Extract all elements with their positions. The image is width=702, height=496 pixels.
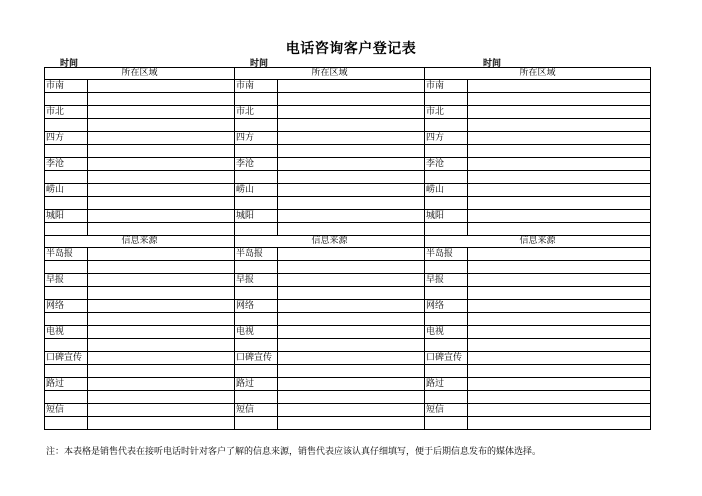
region-header: 所在区域 <box>425 68 651 80</box>
region-label: 城阳 <box>235 210 278 223</box>
region-blank-cell[interactable] <box>278 197 425 210</box>
region-blank-cell[interactable] <box>468 145 651 158</box>
source-blank-row <box>45 417 651 430</box>
region-label: 崂山 <box>45 184 88 197</box>
source-row <box>45 352 651 365</box>
region-blank-row <box>45 119 651 132</box>
source-blank-cell[interactable] <box>235 391 278 404</box>
source-entry-cell[interactable] <box>278 274 425 287</box>
source-blank-cell[interactable] <box>235 417 278 430</box>
region-label: 四方 <box>425 132 468 145</box>
region-blank-cell[interactable] <box>278 223 425 236</box>
source-label: 电视 <box>425 326 468 339</box>
region-blank-cell[interactable] <box>45 145 88 158</box>
region-label: 李沧 <box>45 158 88 171</box>
source-label: 口碑宣传 <box>235 352 278 365</box>
source-entry-cell[interactable] <box>88 300 235 313</box>
source-blank-cell[interactable] <box>45 287 88 300</box>
source-blank-row <box>45 365 651 378</box>
source-label: 路过 <box>235 378 278 391</box>
time-label-2: 时间 <box>250 59 269 69</box>
region-entry-cell[interactable] <box>468 80 651 93</box>
region-entry-cell[interactable] <box>88 106 235 119</box>
source-blank-cell[interactable] <box>235 261 278 274</box>
region-entry-cell[interactable] <box>468 106 651 119</box>
source-entry-cell[interactable] <box>88 274 235 287</box>
source-label: 电视 <box>235 326 278 339</box>
source-blank-cell[interactable] <box>278 417 425 430</box>
source-blank-cell[interactable] <box>468 313 651 326</box>
region-row <box>45 210 651 223</box>
source-label: 早报 <box>425 274 468 287</box>
source-row <box>45 404 651 417</box>
region-label: 四方 <box>45 132 88 145</box>
region-label: 城阳 <box>45 210 88 223</box>
source-blank-cell[interactable] <box>88 287 235 300</box>
region-blank-cell[interactable] <box>425 145 468 158</box>
source-row <box>45 300 651 313</box>
region-label: 崂山 <box>425 184 468 197</box>
source-blank-cell[interactable] <box>278 339 425 352</box>
region-label: 市南 <box>45 80 88 93</box>
source-row <box>45 274 651 287</box>
source-entry-cell[interactable] <box>278 300 425 313</box>
region-blank-cell[interactable] <box>88 119 235 132</box>
region-entry-cell[interactable] <box>88 132 235 145</box>
source-entry-cell[interactable] <box>468 352 651 365</box>
source-blank-cell[interactable] <box>88 391 235 404</box>
source-entry-cell[interactable] <box>278 404 425 417</box>
region-blank-cell[interactable] <box>468 223 651 236</box>
source-label: 口碑宣传 <box>45 352 88 365</box>
region-blank-cell[interactable] <box>88 171 235 184</box>
region-blank-cell[interactable] <box>235 93 278 106</box>
source-blank-row <box>45 261 651 274</box>
region-entry-cell[interactable] <box>468 158 651 171</box>
source-blank-cell[interactable] <box>45 365 88 378</box>
source-entry-cell[interactable] <box>88 352 235 365</box>
region-blank-cell[interactable] <box>278 93 425 106</box>
source-blank-cell[interactable] <box>45 417 88 430</box>
region-label: 市北 <box>425 106 468 119</box>
region-blank-cell[interactable] <box>45 119 88 132</box>
region-blank-cell[interactable] <box>278 145 425 158</box>
region-label: 李沧 <box>235 158 278 171</box>
source-blank-cell[interactable] <box>45 261 88 274</box>
region-row <box>45 158 651 171</box>
source-entry-cell[interactable] <box>468 378 651 391</box>
region-blank-cell[interactable] <box>45 93 88 106</box>
region-blank-cell[interactable] <box>468 171 651 184</box>
source-entry-cell[interactable] <box>88 378 235 391</box>
source-header: 信息来源 <box>425 236 651 248</box>
source-blank-cell[interactable] <box>278 391 425 404</box>
source-row <box>45 248 651 261</box>
region-label: 市南 <box>425 80 468 93</box>
region-label: 市北 <box>235 106 278 119</box>
region-blank-cell[interactable] <box>235 145 278 158</box>
region-blank-row <box>45 93 651 106</box>
region-blank-cell[interactable] <box>425 119 468 132</box>
source-blank-cell[interactable] <box>468 417 651 430</box>
region-blank-cell[interactable] <box>45 171 88 184</box>
source-blank-row <box>45 287 651 300</box>
source-entry-cell[interactable] <box>278 326 425 339</box>
region-blank-cell[interactable] <box>235 223 278 236</box>
region-blank-cell[interactable] <box>88 197 235 210</box>
source-label: 网络 <box>235 300 278 313</box>
region-blank-cell[interactable] <box>425 93 468 106</box>
source-blank-row <box>45 313 651 326</box>
source-blank-cell[interactable] <box>468 261 651 274</box>
source-label: 网络 <box>45 300 88 313</box>
source-blank-cell[interactable] <box>45 339 88 352</box>
region-blank-cell[interactable] <box>235 197 278 210</box>
source-row <box>45 378 651 391</box>
source-blank-cell[interactable] <box>425 391 468 404</box>
region-entry-cell[interactable] <box>278 106 425 119</box>
region-row <box>45 106 651 119</box>
region-blank-cell[interactable] <box>468 93 651 106</box>
source-label: 半岛报 <box>235 248 278 261</box>
region-label: 市南 <box>235 80 278 93</box>
region-entry-cell[interactable] <box>468 184 651 197</box>
source-blank-cell[interactable] <box>235 313 278 326</box>
source-blank-cell[interactable] <box>425 417 468 430</box>
source-blank-cell[interactable] <box>468 391 651 404</box>
region-row <box>45 184 651 197</box>
region-blank-row <box>45 223 651 236</box>
region-blank-cell[interactable] <box>45 197 88 210</box>
source-header: 信息来源 <box>45 236 235 248</box>
region-blank-cell[interactable] <box>468 119 651 132</box>
source-header: 信息来源 <box>235 236 425 248</box>
region-blank-cell[interactable] <box>235 171 278 184</box>
region-blank-cell[interactable] <box>235 119 278 132</box>
source-blank-cell[interactable] <box>425 313 468 326</box>
source-label: 半岛报 <box>425 248 468 261</box>
source-label: 网络 <box>425 300 468 313</box>
region-blank-cell[interactable] <box>278 119 425 132</box>
time-label-1: 时间 <box>60 59 79 69</box>
source-blank-cell[interactable] <box>45 391 88 404</box>
source-blank-cell[interactable] <box>468 365 651 378</box>
source-blank-cell[interactable] <box>425 339 468 352</box>
source-entry-cell[interactable] <box>88 326 235 339</box>
source-label: 早报 <box>235 274 278 287</box>
region-blank-cell[interactable] <box>468 197 651 210</box>
source-blank-cell[interactable] <box>425 287 468 300</box>
region-entry-cell[interactable] <box>468 210 651 223</box>
source-label: 短信 <box>235 404 278 417</box>
source-blank-row <box>45 391 651 404</box>
region-entry-cell[interactable] <box>88 80 235 93</box>
region-entry-cell[interactable] <box>278 132 425 145</box>
region-blank-row <box>45 145 651 158</box>
source-label: 半岛报 <box>45 248 88 261</box>
region-blank-cell[interactable] <box>425 197 468 210</box>
source-blank-cell[interactable] <box>468 287 651 300</box>
source-blank-cell[interactable] <box>278 287 425 300</box>
region-blank-cell[interactable] <box>278 171 425 184</box>
source-label: 短信 <box>45 404 88 417</box>
region-entry-cell[interactable] <box>278 184 425 197</box>
source-header-row <box>45 236 651 248</box>
source-entry-cell[interactable] <box>88 404 235 417</box>
source-label: 路过 <box>425 378 468 391</box>
region-blank-cell[interactable] <box>45 223 88 236</box>
region-label: 李沧 <box>425 158 468 171</box>
region-entry-cell[interactable] <box>88 158 235 171</box>
source-blank-cell[interactable] <box>468 339 651 352</box>
region-label: 四方 <box>235 132 278 145</box>
region-entry-cell[interactable] <box>278 210 425 223</box>
source-entry-cell[interactable] <box>468 300 651 313</box>
source-entry-cell[interactable] <box>468 248 651 261</box>
source-blank-cell[interactable] <box>235 339 278 352</box>
source-blank-cell[interactable] <box>88 417 235 430</box>
source-blank-cell[interactable] <box>88 313 235 326</box>
source-label: 路过 <box>45 378 88 391</box>
source-blank-cell[interactable] <box>235 365 278 378</box>
region-header: 所在区域 <box>235 68 425 80</box>
source-label: 早报 <box>45 274 88 287</box>
source-entry-cell[interactable] <box>468 404 651 417</box>
footnote: 注：本表格是销售代表在接听电话时针对客户了解的信息来源，销售代表应该认真仔细填写，便于后期信息发布的媒体选择。 <box>46 447 542 457</box>
source-blank-cell[interactable] <box>88 261 235 274</box>
region-blank-cell[interactable] <box>88 93 235 106</box>
region-entry-cell[interactable] <box>278 158 425 171</box>
source-blank-cell[interactable] <box>278 365 425 378</box>
source-blank-cell[interactable] <box>235 287 278 300</box>
region-blank-row <box>45 197 651 210</box>
region-entry-cell[interactable] <box>88 210 235 223</box>
region-blank-cell[interactable] <box>88 223 235 236</box>
region-header-row <box>45 68 651 80</box>
source-blank-cell[interactable] <box>425 365 468 378</box>
region-row <box>45 80 651 93</box>
source-label: 短信 <box>425 404 468 417</box>
region-blank-row <box>45 171 651 184</box>
source-blank-cell[interactable] <box>425 261 468 274</box>
source-blank-cell[interactable] <box>278 313 425 326</box>
source-label: 电视 <box>45 326 88 339</box>
region-blank-cell[interactable] <box>425 223 468 236</box>
source-entry-cell[interactable] <box>278 378 425 391</box>
region-blank-cell[interactable] <box>425 171 468 184</box>
region-row <box>45 132 651 145</box>
region-label: 城阳 <box>425 210 468 223</box>
source-blank-cell[interactable] <box>45 313 88 326</box>
source-entry-cell[interactable] <box>278 248 425 261</box>
source-label: 口碑宣传 <box>425 352 468 365</box>
source-blank-cell[interactable] <box>88 365 235 378</box>
region-entry-cell[interactable] <box>278 80 425 93</box>
region-entry-cell[interactable] <box>468 132 651 145</box>
source-entry-cell[interactable] <box>468 274 651 287</box>
source-entry-cell[interactable] <box>468 326 651 339</box>
time-label-3: 时间 <box>483 59 502 69</box>
source-entry-cell[interactable] <box>88 248 235 261</box>
source-blank-row <box>45 339 651 352</box>
region-header: 所在区域 <box>45 68 235 80</box>
region-label: 崂山 <box>235 184 278 197</box>
source-row <box>45 326 651 339</box>
region-label: 市北 <box>45 106 88 119</box>
source-blank-cell[interactable] <box>278 261 425 274</box>
registration-table <box>44 67 651 430</box>
form-title: 电话咨询客户登记表 <box>285 41 417 57</box>
source-blank-cell[interactable] <box>88 339 235 352</box>
region-entry-cell[interactable] <box>88 184 235 197</box>
source-entry-cell[interactable] <box>278 352 425 365</box>
region-blank-cell[interactable] <box>88 145 235 158</box>
